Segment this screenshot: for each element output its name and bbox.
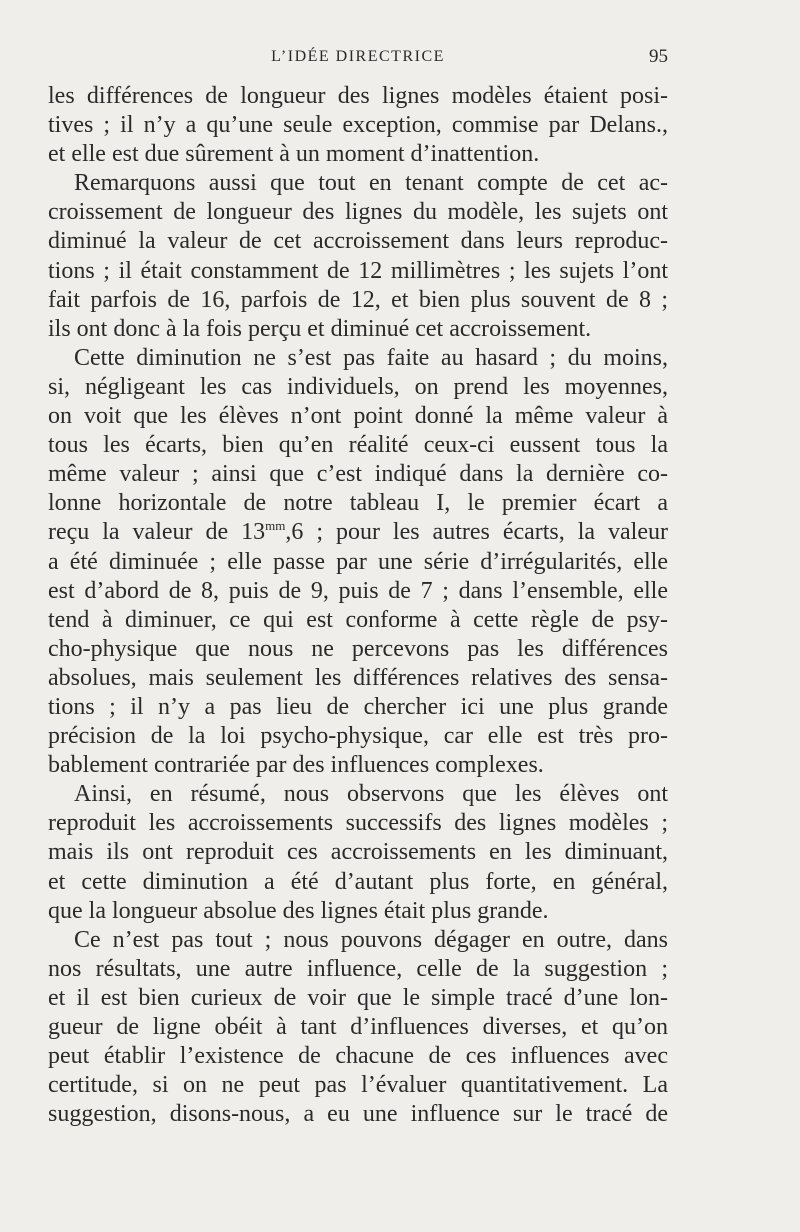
line-head: reçu la valeur de 13: [48, 519, 266, 546]
text-line: peut établir l’existence de chacune de ces influences avec: [48, 1043, 668, 1070]
text-line: croissement de longueur des lignes du modèle, les sujets ont: [48, 199, 668, 226]
text-line: précision de la loi psycho-physique, car elle est très pro-: [48, 723, 668, 750]
running-head: [48, 44, 668, 72]
text-line: si, négligeant les cas individuels, on prend les moyennes,: [48, 373, 668, 400]
text-line: suggestion, disons-nous, a eu une influence sur le tracé de: [48, 1101, 668, 1128]
text-line: cho-physique que nous ne percevons pas les différences: [48, 635, 668, 662]
unit-superscript: mm: [265, 518, 286, 534]
text-line: lonne horizontale de notre tableau I, le premier écart a: [48, 490, 668, 517]
text-line-with-superscript: [48, 518, 668, 547]
text-line: ils ont donc à la fois perçu et diminué cet accroissement.: [48, 315, 592, 342]
text-line: a été diminuée ; elle passe par une série d’irrégularités, elle: [48, 548, 668, 575]
text-line: nos résultats, une autre influence, celle de la suggestion ;: [48, 955, 668, 982]
line-tail: ,6 ; pour les autres écarts, la valeur: [285, 519, 668, 546]
text-line: tions ; il n’y a pas lieu de chercher ici une plus grande: [48, 693, 668, 720]
text-line: que la longueur absolue des lignes était plus grande.: [48, 897, 549, 924]
text-line: tous les écarts, bien qu’en réalité ceux-ci eussent tous la: [48, 432, 668, 459]
running-title: L’IDÉE DIRECTRICE: [271, 48, 445, 65]
text-line: mais ils ont reproduit ces accroissements en les diminuant,: [48, 839, 668, 866]
text-line: gueur de ligne obéit à tant d’influences diverses, et qu’on: [48, 1014, 668, 1040]
text-line: est d’abord de 8, puis de 9, puis de 7 ; dans l’ensemble, elle: [48, 577, 668, 604]
text-line: Cette diminution ne s’est pas faite au hasard ; du moins,: [74, 344, 668, 371]
text-line: Ce n’est pas tout ; nous pouvons dégager en outre, dans: [74, 926, 668, 953]
text-line: diminué la valeur de cet accroissement dans leurs reproduc-: [48, 228, 668, 255]
text-line: reproduit les accroissements successifs des lignes modèles ;: [48, 810, 668, 837]
text-line: Ainsi, en résumé, nous observons que les élèves ont: [74, 781, 668, 808]
text-line: fait parfois de 16, parfois de 12, et bien plus souvent de 8 ;: [48, 286, 668, 313]
text-line: tend à diminuer, ce qui est conforme à cette règle de psy-: [48, 606, 668, 633]
text-line: et cette diminution a été d’autant plus forte, en général,: [48, 868, 668, 895]
text-line: et elle est due sûrement à un moment d’inattention.: [48, 141, 540, 168]
text-line: on voit que les élèves n’ont point donné la même valeur à: [48, 403, 668, 430]
text-line: les différences de longueur des lignes modèles étaient posi-: [48, 83, 668, 109]
body-text: [48, 82, 668, 1129]
text-line: bablement contrariée par des influences complexes.: [48, 752, 544, 779]
text-line: absolues, mais seulement les différences relatives des sensa-: [48, 664, 668, 691]
text-line: et il est bien curieux de voir que le simple tracé d’une lon-: [48, 984, 668, 1011]
text-line: même valeur ; ainsi que c’est indiqué dans la dernière co-: [48, 461, 668, 488]
text-line: tives ; il n’y a qu’une seule exception, commise par Delans.,: [48, 112, 668, 139]
text-line: Remarquons aussi que tout en tenant compte de cet ac-: [74, 170, 668, 197]
text-line: tions ; il était constamment de 12 millimètres ; les sujets l’ont: [48, 257, 668, 284]
text-line: certitude, si on ne peut pas l’évaluer quantitativement. La: [48, 1072, 668, 1099]
page-number: 95: [649, 46, 668, 67]
